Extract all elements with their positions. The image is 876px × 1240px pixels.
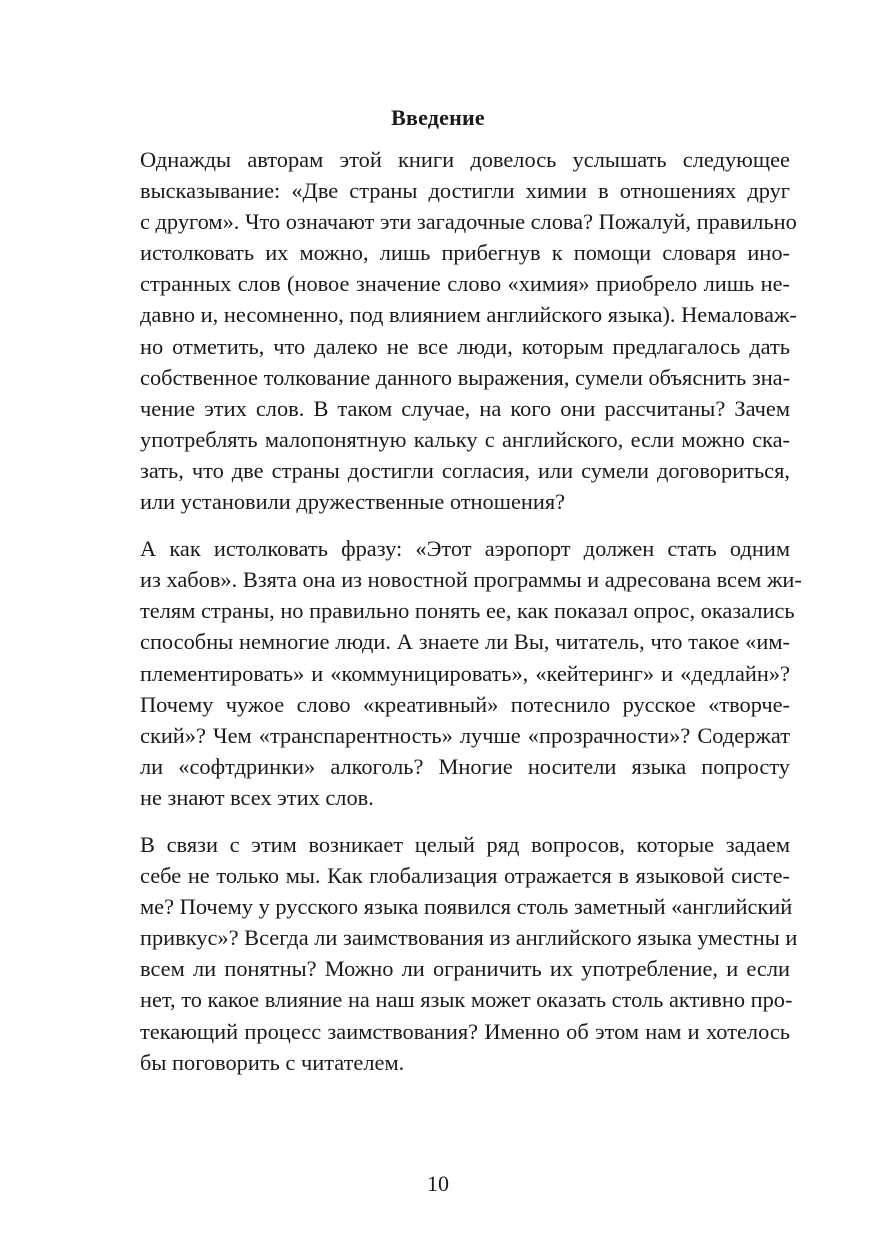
paragraph-2 xyxy=(86,533,802,813)
text-line: привкус»? Всегда ли заимствования из английского языка уместны и xyxy=(140,925,798,951)
body-text xyxy=(86,144,802,1094)
text-line: употреблять малопонятную кальку с английского, если можно ска- xyxy=(140,426,790,452)
text-line: себе не только мы. Как глобализация отражается в языковой систе- xyxy=(140,863,790,889)
text-line: нет, то какое влияние на наш язык может оказать столь активно про- xyxy=(140,987,793,1013)
paragraph-1 xyxy=(86,144,797,517)
text-line: бы поговорить с читателем. xyxy=(140,1049,405,1075)
text-line: Почему чужое слово «креативный» потеснило русское «творче- xyxy=(140,691,790,717)
text-line: чение этих слов. В таком случае, на кого они рассчитаны? Зачем xyxy=(140,395,790,421)
section-heading: Введение xyxy=(391,105,485,130)
text-line: Однажды авторам этой книги довелось услышать следующее xyxy=(140,147,790,172)
text-line: из хабов». Взята она из новостной программы и адресована всем жи- xyxy=(140,567,802,593)
text-line: ме? Почему у русского языка появился столь заметный «английский xyxy=(140,894,793,920)
text-line: телям страны, но правильно понять ее, как показал опрос, оказались xyxy=(140,598,795,624)
text-line: А как истолковать фразу: «Этот аэропорт должен стать одним xyxy=(140,536,790,562)
text-line: или установили дружественные отношения? xyxy=(140,489,566,515)
text-line: зать, что две страны достигли согласия, или сумели договориться, xyxy=(140,457,790,483)
text-line: В связи с этим возникает целый ряд вопросов, которые задаем xyxy=(140,831,790,857)
paragraph-3 xyxy=(86,829,798,1078)
text-line: собственное толкование данного выражения, сумели объяснить зна- xyxy=(140,364,791,390)
text-line: ли «софтдринки» алкоголь? Многие носители языка попросту xyxy=(140,753,790,779)
text-line: способны немногие люди. А знаете ли Вы, читатель, что такое «им- xyxy=(140,629,790,655)
text-line: плементировать» и «коммуницировать», «кейтеринг» и «дедлайн»? xyxy=(140,660,790,686)
text-line: всем ли понятны? Можно ли ограничить их употребление, и если xyxy=(140,956,790,982)
text-line: текающий процесс заимствования? Именно об этом нам и хотелось xyxy=(140,1018,790,1044)
text-line: не знают всех этих слов. xyxy=(140,784,374,810)
text-line: давно и, несомненно, под влиянием английского языка). Немаловаж- xyxy=(140,302,797,328)
text-line: истолковать их можно, лишь прибегнув к помощи словаря ино- xyxy=(140,240,790,266)
text-line: ский»? Чем «транспарентность» лучше «прозрачности»? Содержат xyxy=(140,722,790,748)
text-line: с другом». Что означают эти загадочные слова? Пожалуй, правильно xyxy=(140,209,797,235)
text-line: высказывание: «Две страны достигли химии в отношениях друг xyxy=(140,178,790,204)
text-line: странных слов (новое значение слово «химия» приобрело лишь не- xyxy=(140,271,790,297)
page-number: 10 xyxy=(427,1171,449,1196)
text-line: но отметить, что далеко не все люди, которым предлагалось дать xyxy=(140,333,790,359)
